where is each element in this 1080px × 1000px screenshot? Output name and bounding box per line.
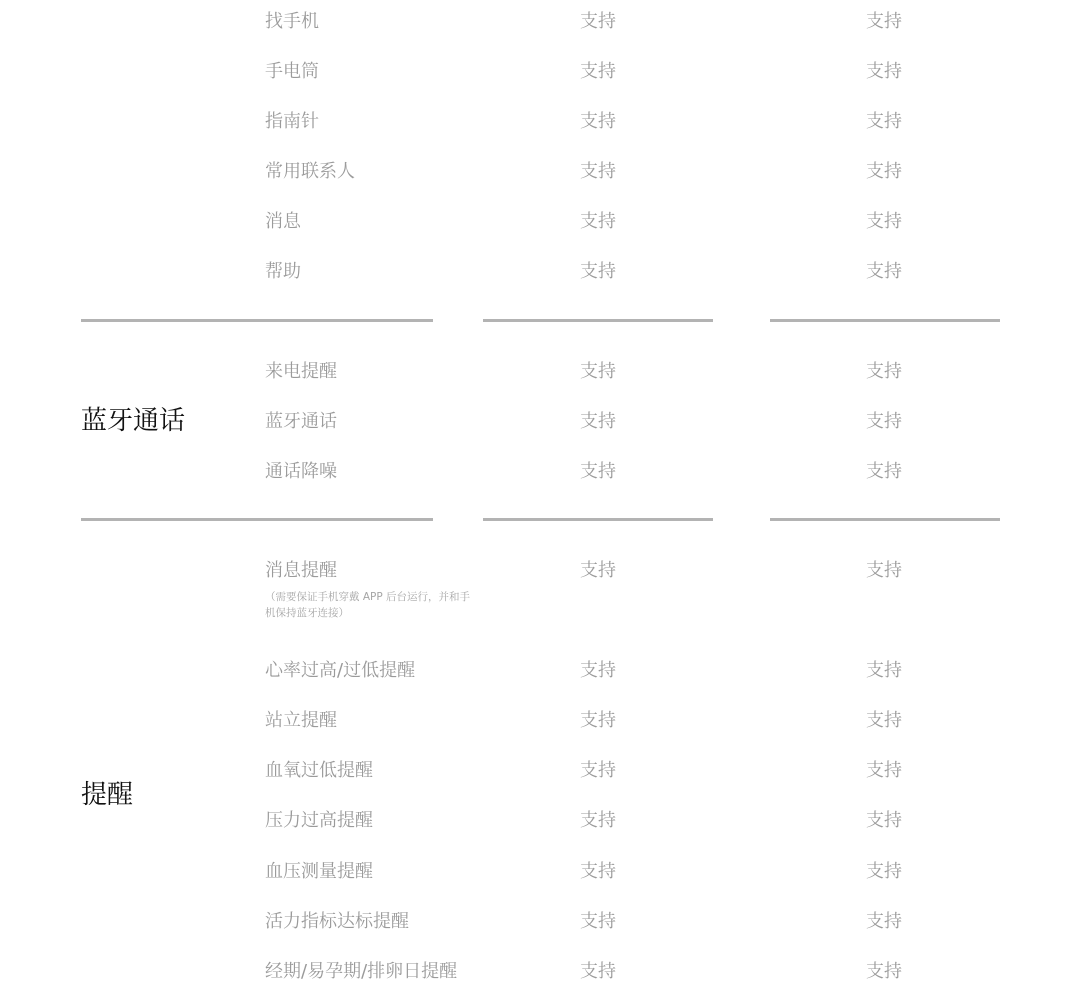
table-row <box>0 261 1080 311</box>
model-2-support: 支持 <box>866 161 902 182</box>
category-title: 提醒 <box>81 780 134 810</box>
model-2-support: 支持 <box>866 61 902 82</box>
section-divider <box>770 319 1000 322</box>
model-2-support: 支持 <box>866 961 902 982</box>
table-row <box>0 11 1080 61</box>
model-2-support: 支持 <box>866 911 902 932</box>
section-divider <box>483 518 713 521</box>
feature-name: 活力指标达标提醒 <box>265 911 409 932</box>
section-divider <box>81 518 433 521</box>
model-1-support: 支持 <box>580 861 616 882</box>
model-2-support: 支持 <box>866 810 902 831</box>
table-row <box>0 911 1080 961</box>
model-1-support: 支持 <box>580 361 616 382</box>
feature-name: 帮助 <box>265 261 301 282</box>
section-divider <box>81 319 433 322</box>
model-2-support: 支持 <box>866 660 902 681</box>
model-1-support: 支持 <box>580 61 616 82</box>
feature-name: 来电提醒 <box>265 361 337 382</box>
table-row <box>0 810 1080 860</box>
table-row <box>0 61 1080 111</box>
table-row <box>0 760 1080 810</box>
table-row <box>0 161 1080 211</box>
model-1-support: 支持 <box>580 710 616 731</box>
table-row <box>0 560 1080 640</box>
feature-name: 指南针 <box>265 111 319 132</box>
table-row <box>0 361 1080 411</box>
model-2-support: 支持 <box>866 560 902 581</box>
feature-name: 常用联系人 <box>265 161 355 182</box>
feature-name: 消息 <box>265 211 301 232</box>
feature-name: 经期/易孕期/排卵日提醒 <box>265 961 458 982</box>
model-1-support: 支持 <box>580 11 616 32</box>
feature-name: 消息提醒 <box>265 560 337 581</box>
model-2-support: 支持 <box>866 710 902 731</box>
model-1-support: 支持 <box>580 461 616 482</box>
model-2-support: 支持 <box>866 211 902 232</box>
model-2-support: 支持 <box>866 461 902 482</box>
model-1-support: 支持 <box>580 810 616 831</box>
section-divider <box>483 319 713 322</box>
model-1-support: 支持 <box>580 660 616 681</box>
table-row <box>0 461 1080 511</box>
feature-name: 心率过高/过低提醒 <box>265 660 416 681</box>
model-1-support: 支持 <box>580 261 616 282</box>
feature-name: 站立提醒 <box>265 710 337 731</box>
model-2-support: 支持 <box>866 111 902 132</box>
model-1-support: 支持 <box>580 411 616 432</box>
model-2-support: 支持 <box>866 861 902 882</box>
model-1-support: 支持 <box>580 760 616 781</box>
table-row <box>0 961 1080 1000</box>
model-2-support: 支持 <box>866 411 902 432</box>
model-1-support: 支持 <box>580 161 616 182</box>
section-divider <box>770 518 1000 521</box>
model-1-support: 支持 <box>580 911 616 932</box>
model-1-support: 支持 <box>580 560 616 581</box>
model-1-support: 支持 <box>580 961 616 982</box>
model-2-support: 支持 <box>866 361 902 382</box>
table-row <box>0 861 1080 911</box>
table-row <box>0 660 1080 710</box>
category-title: 蓝牙通话 <box>81 406 186 436</box>
feature-name: 手电筒 <box>265 61 319 82</box>
table-row <box>0 211 1080 261</box>
feature-name: 蓝牙通话 <box>265 411 337 432</box>
table-row <box>0 411 1080 461</box>
model-2-support: 支持 <box>866 261 902 282</box>
table-row <box>0 710 1080 760</box>
model-2-support: 支持 <box>866 11 902 32</box>
model-1-support: 支持 <box>580 211 616 232</box>
feature-name: 压力过高提醒 <box>265 810 373 831</box>
feature-name: 找手机 <box>265 11 319 32</box>
feature-name: 通话降噪 <box>265 461 337 482</box>
feature-name: 血压测量提醒 <box>265 861 373 882</box>
table-row <box>0 111 1080 161</box>
feature-note: （需要保证手机穿戴 APP 后台运行，并和手机保持蓝牙连接） <box>265 591 471 619</box>
model-1-support: 支持 <box>580 111 616 132</box>
feature-name: 血氧过低提醒 <box>265 760 373 781</box>
model-2-support: 支持 <box>866 760 902 781</box>
